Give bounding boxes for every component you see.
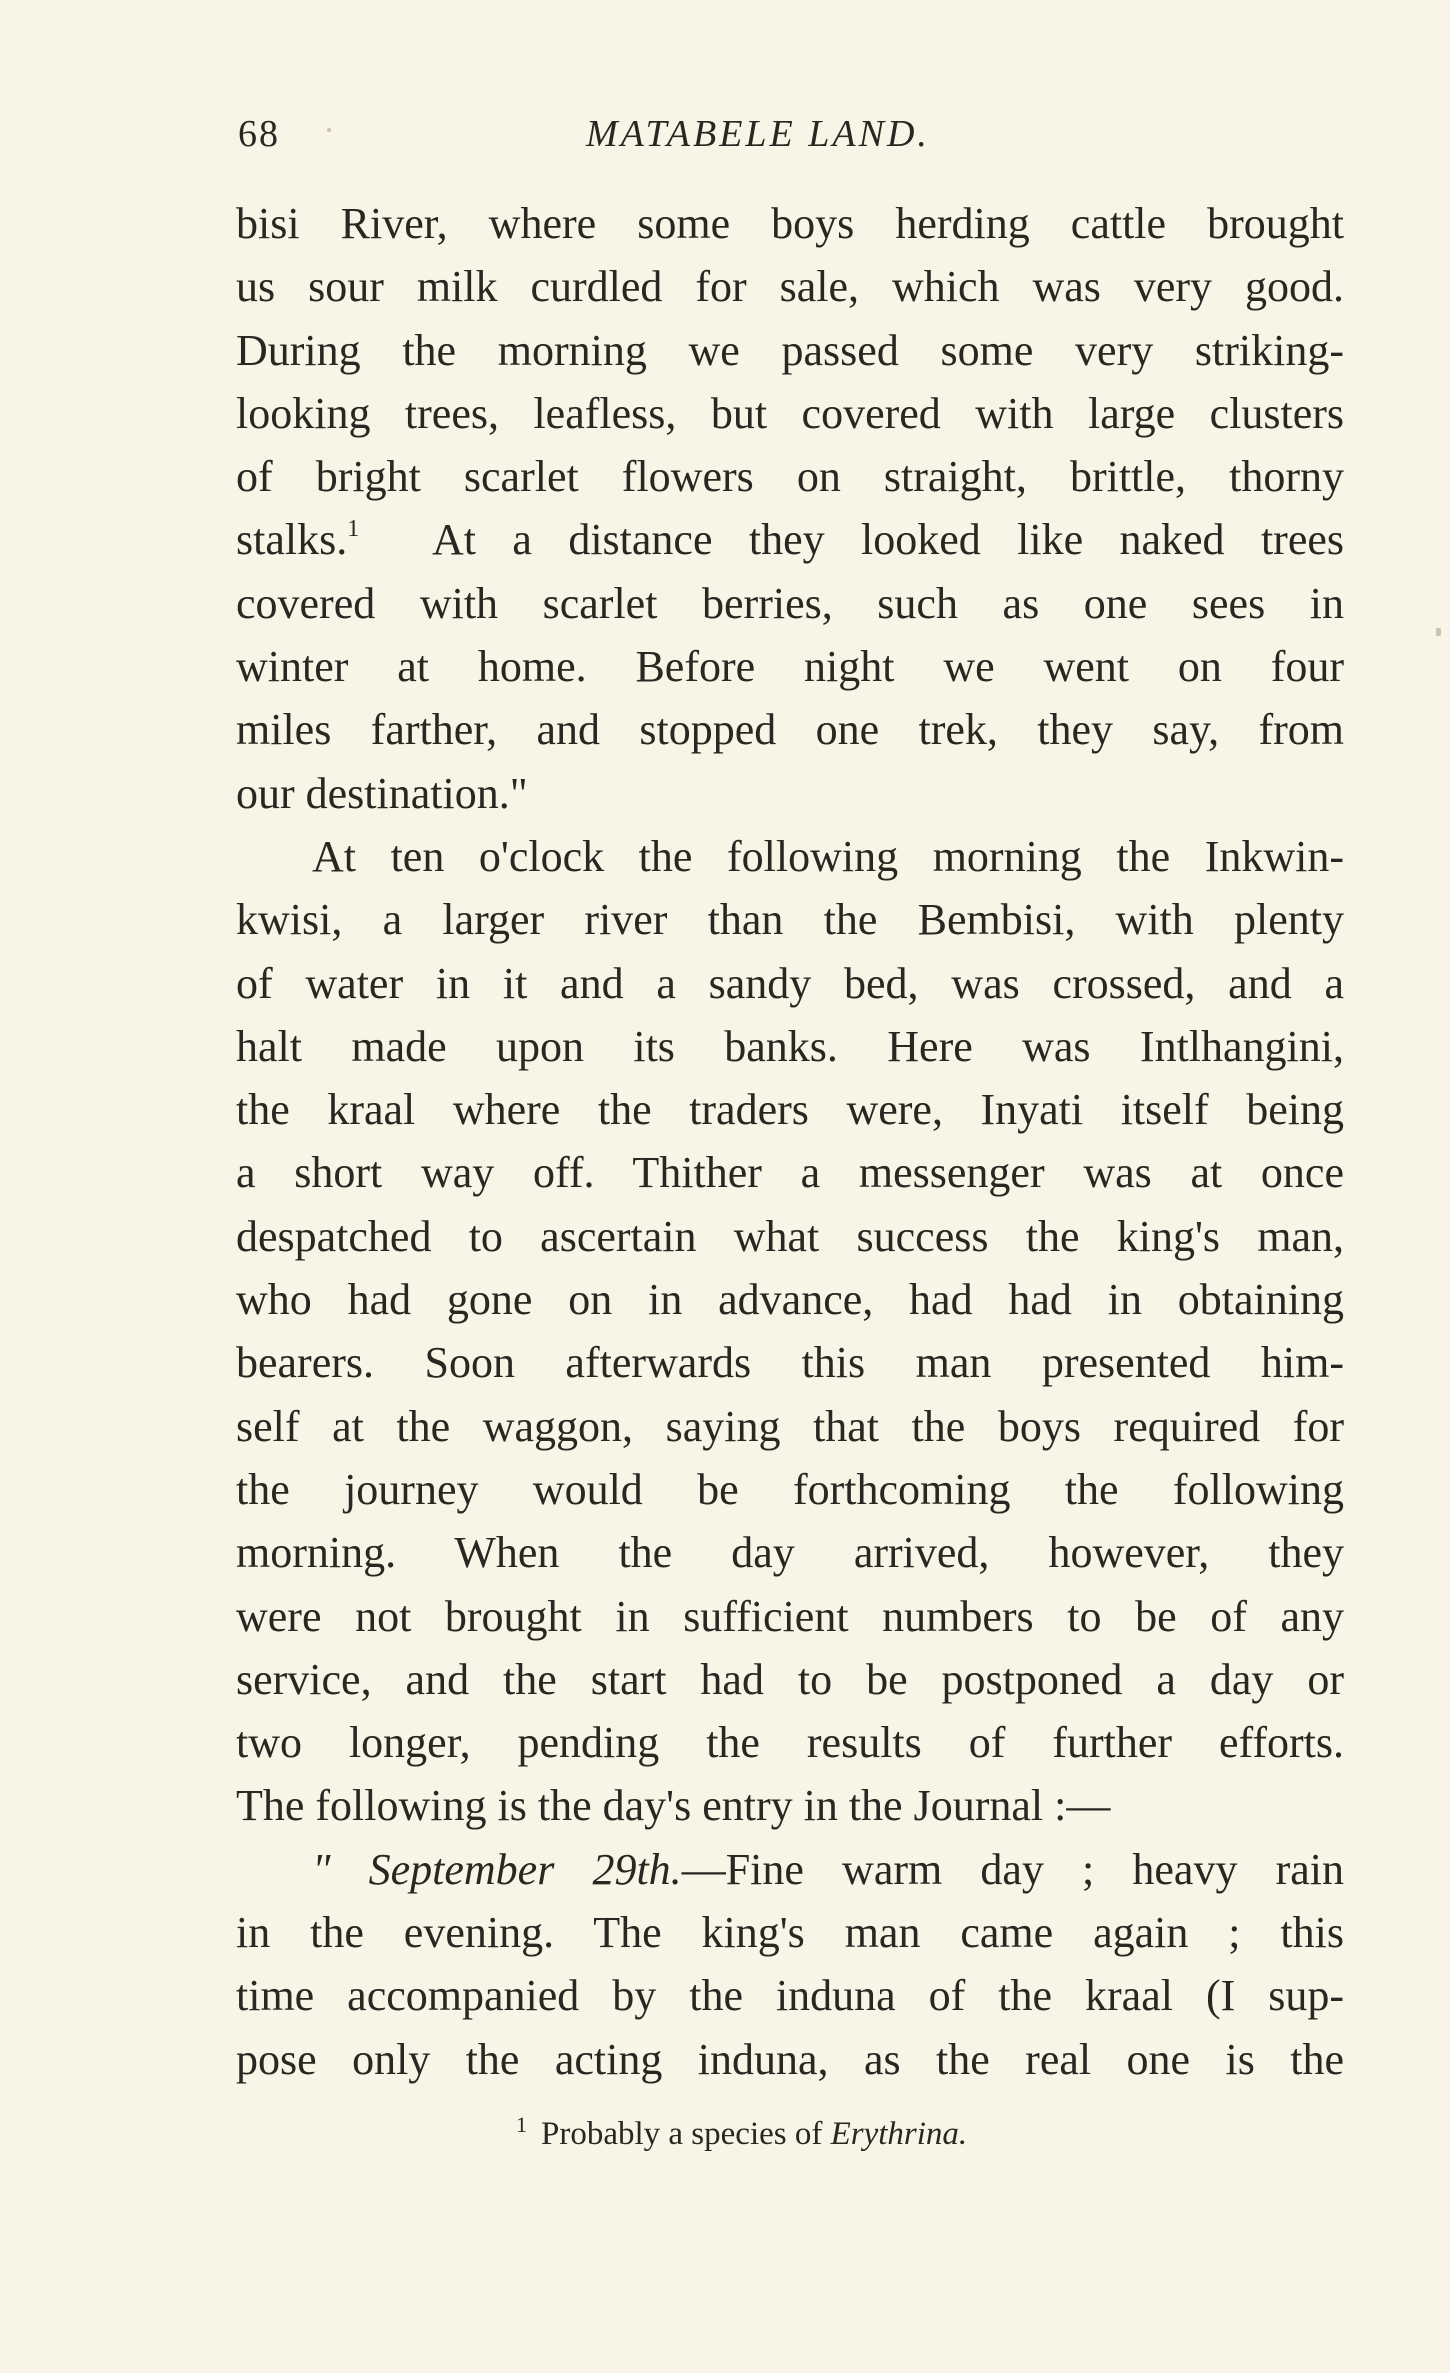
text-line: the journey would be forthcoming the following (236, 1464, 1344, 1514)
text-line: service, and the start had to be postponed a day or (236, 1654, 1344, 1704)
text-line: two longer, pending the results of further efforts. (236, 1718, 1344, 1768)
text-line: looking trees, leafless, but covered with large clusters (236, 388, 1344, 438)
text-line: despatched to ascertain what success the king's man, (236, 1211, 1344, 1261)
text-fragment: stalks. (236, 515, 348, 565)
text-line: were not brought in sufficient numbers to be of any (236, 1591, 1344, 1641)
text-line: who had gone on in advance, had had in obtaining (236, 1275, 1344, 1325)
paragraph-first-line (236, 1838, 1344, 1901)
page-number: 68 (238, 113, 280, 155)
text-line: pose only the acting induna, as the real one is the (236, 2034, 1344, 2084)
text-line: winter at home. Before night we went on four (236, 642, 1344, 692)
footnote-reference: 1 (347, 516, 360, 543)
text-line: in the evening. The king's man came again ; this (236, 1908, 1344, 1958)
text-line: the kraal where the traders were, Inyati itself being (236, 1085, 1344, 1135)
text-line: miles farther, and stopped one trek, they say, from (236, 705, 1344, 755)
text-line: covered with scarlet berries, such as one sees in (236, 578, 1344, 628)
text-line: time accompanied by the induna of the kraal (I sup- (236, 1971, 1344, 2021)
paragraph-first-line: At ten o'clock the following morning the Inkwin- (312, 831, 1344, 881)
footnote-italic: Erythrina. (830, 2116, 968, 2152)
footnote (516, 2112, 967, 2153)
text-line: halt made upon its banks. Here was Intlhangini, (236, 1021, 1344, 1071)
paper-speck (1436, 628, 1441, 636)
footnote-text: Probably a species of (541, 2116, 831, 2152)
text-fragment: At a distance they looked like naked trees (432, 515, 1345, 565)
paper-speck (327, 128, 331, 132)
journal-date: " September 29th. (312, 1844, 682, 1894)
text-line: The following is the day's entry in the Journal :— (236, 1781, 1111, 1831)
text-line: kwisi, a larger river than the Bembisi, with plenty (236, 895, 1344, 945)
running-title: MATABELE LAND. (586, 113, 930, 155)
text-line: During the morning we passed some very striking- (236, 325, 1344, 375)
text-line: of water in it and a sandy bed, was crossed, and a (236, 958, 1344, 1008)
text-line: of bright scarlet flowers on straight, brittle, thorny (236, 452, 1344, 502)
body-text (236, 192, 1344, 2091)
running-head (238, 112, 1338, 162)
text-line: self at the waggon, saying that the boys required for (236, 1401, 1344, 1451)
text-line: us sour milk curdled for sale, which was very good. (236, 262, 1344, 312)
footnote-marker: 1 (516, 2112, 527, 2137)
text-fragment: —Fine warm day ; heavy rain (681, 1844, 1344, 1894)
text-line: a short way off. Thither a messenger was at once (236, 1148, 1344, 1198)
text-line (236, 508, 1344, 571)
text-line: morning. When the day arrived, however, they (236, 1528, 1344, 1578)
text-line: bearers. Soon afterwards this man presented him- (236, 1338, 1344, 1388)
text-line: bisi River, where some boys herding cattle brought (236, 199, 1344, 248)
text-line: our destination." (236, 768, 528, 818)
